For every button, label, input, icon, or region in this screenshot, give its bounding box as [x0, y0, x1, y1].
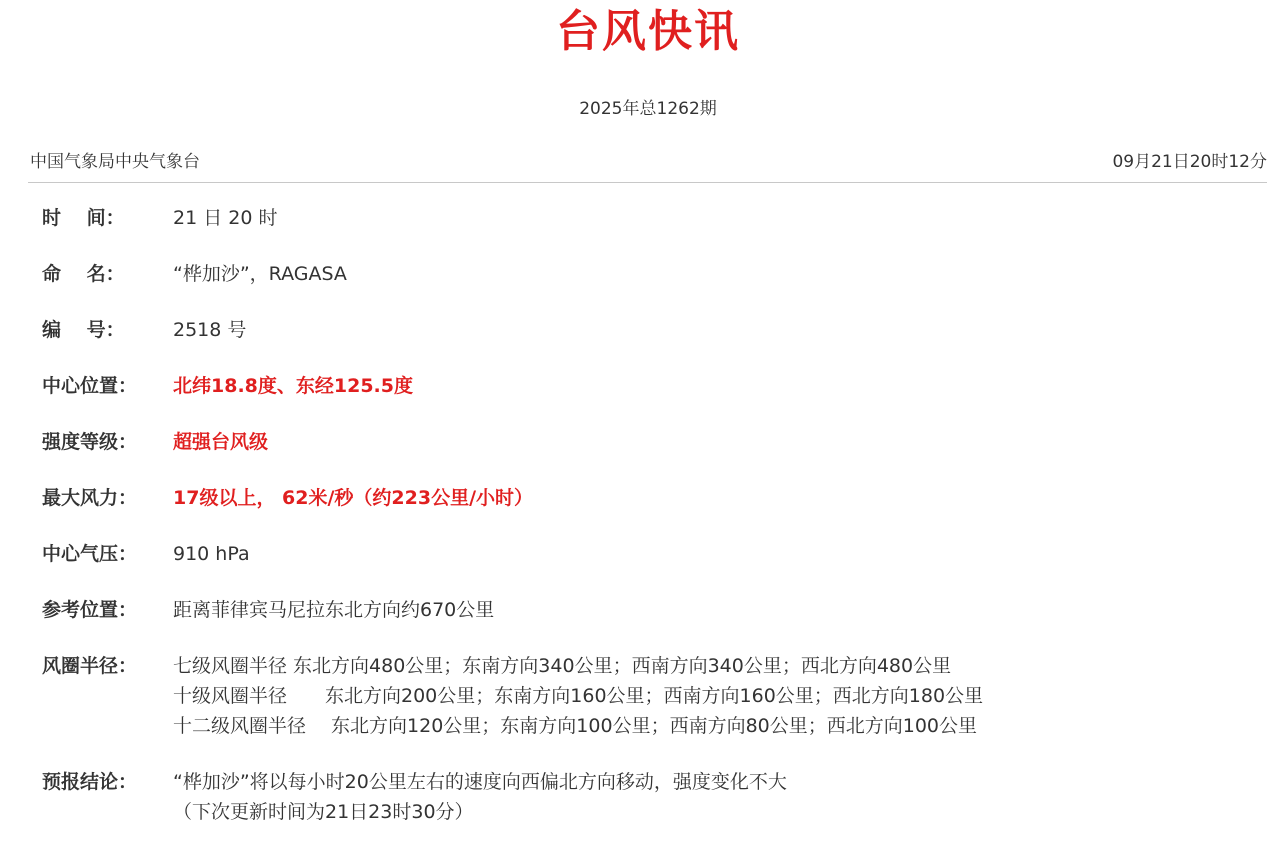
field-center-position	[42, 371, 1262, 401]
field-value: 17级以上， 62米/秒（约223公里/小时）	[173, 487, 534, 509]
field-reference-position	[42, 595, 1262, 625]
field-label: 风圈半径：	[42, 655, 138, 677]
field-value: 910 hPa	[173, 543, 250, 565]
field-value: 距离菲律宾马尼拉东北方向约670公里	[173, 599, 495, 621]
field-label: 最大风力：	[42, 487, 138, 509]
field-value: 北纬18.8度、东经125.5度	[173, 375, 413, 397]
field-intensity	[42, 427, 1262, 457]
field-value: 21 日 20 时	[173, 207, 278, 229]
wind-radius-line: 十级风圈半径 东北方向200公里；东南方向160公里；西南方向160公里；西北方向180公里	[173, 685, 984, 707]
issue-number: 2025年总1262期	[579, 99, 717, 119]
typhoon-fields	[42, 203, 1262, 853]
issue-time: 09月21日20时12分	[1112, 152, 1267, 172]
field-label: 参考位置：	[42, 599, 138, 621]
field-label: 强度等级：	[42, 431, 138, 453]
field-label: 命 名：	[42, 263, 125, 285]
field-label: 预报结论：	[42, 771, 138, 793]
forecast-line: “桦加沙”将以每小时20公里左右的速度向西偏北方向移动，强度变化不大	[173, 771, 787, 793]
field-label: 时 间：	[42, 207, 125, 229]
field-pressure	[42, 539, 1262, 569]
field-label: 中心位置：	[42, 375, 138, 397]
field-number	[42, 315, 1262, 345]
field-wind-radius	[42, 651, 1262, 741]
field-value: 超强台风级	[173, 431, 269, 453]
field-forecast	[42, 767, 1262, 827]
forecast-line: （下次更新时间为21日23时30分）	[173, 801, 474, 823]
page-title: 台风快讯	[556, 6, 740, 57]
wind-radius-line: 七级风圈半径 东北方向480公里；东南方向340公里；西南方向340公里；西北方向480公里	[173, 655, 952, 677]
field-label: 编 号：	[42, 319, 125, 341]
field-max-wind	[42, 483, 1262, 513]
field-value: 2518 号	[173, 319, 247, 341]
wind-radius-line: 十二级风圈半径 东北方向120公里；东南方向100公里；西南方向80公里；西北方向100公里	[173, 715, 978, 737]
field-name	[42, 259, 1262, 289]
meta-row	[28, 149, 1267, 183]
field-time	[42, 203, 1262, 233]
field-label: 中心气压：	[42, 543, 138, 565]
field-value	[173, 767, 1262, 827]
field-value: “桦加沙”，RAGASA	[173, 263, 347, 285]
field-value	[173, 651, 1262, 741]
publisher: 中国气象局中央气象台	[30, 152, 200, 172]
